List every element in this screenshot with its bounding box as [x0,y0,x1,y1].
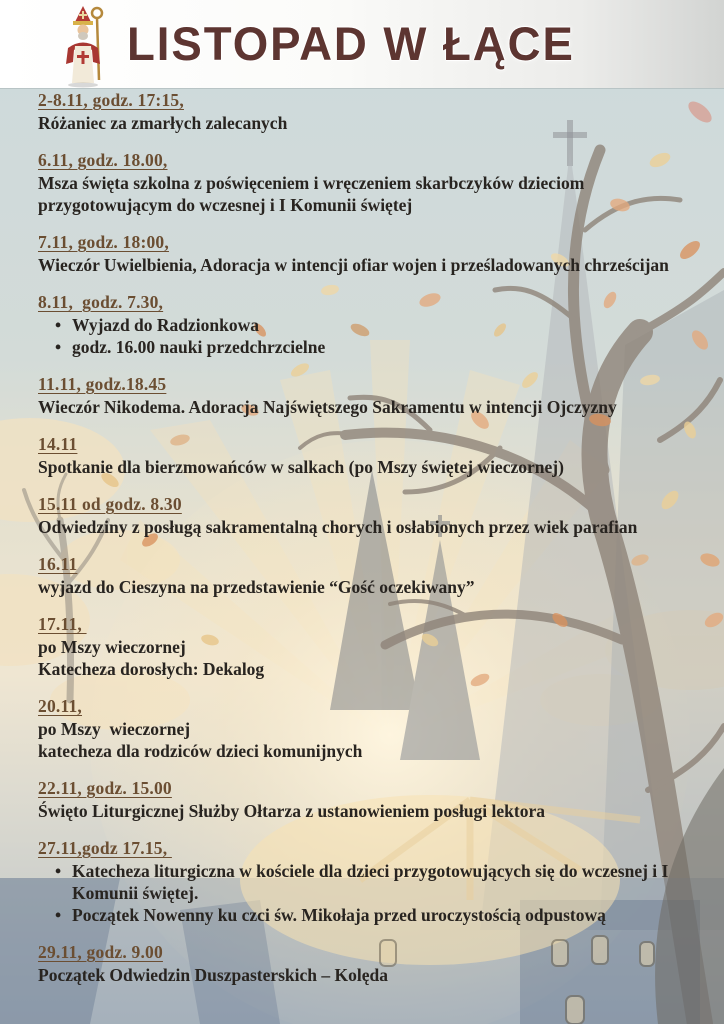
event-item [38,493,680,538]
event-item [38,89,680,134]
event-date: 16.11 [38,554,78,574]
event-date: 27.11,godz 17.15, [38,838,172,858]
event-item [38,149,680,216]
event-body [38,964,680,986]
event-date: 2-8.11, godz. 17:15, [38,90,184,110]
event-date: 17.11, [38,614,87,634]
event-text: Wieczór Uwielbienia, Adoracja w intencji ofiar wojen i prześladowanych chrześcijan [38,255,669,275]
event-bullets [38,860,680,926]
event-body [38,718,680,762]
event-text: po Mszy wieczornej [38,719,191,739]
event-text: wyjazd do Cieszyna na przedstawienie “Gość oczekiwany” [38,577,475,597]
event-bullets [38,314,680,358]
event-item [38,231,680,276]
page-title: LISTOPAD W ŁĄCE [127,17,575,70]
event-date: 11.11, godz.18.45 [38,374,167,394]
event-item [38,553,680,598]
event-body [38,860,680,926]
event-item [38,941,680,986]
event-item [38,837,680,926]
event-date: 20.11, [38,696,82,716]
event-text: Odwiedziny z posługą sakramentalną chorych i osłabionych przez wiek parafian [38,517,638,537]
event-body [38,314,680,358]
event-text: Msza święta szkolna z poświęceniem i wręczeniem skarbczyków dzieciom przygotowującym do wczesnej i I Komunii świętej [38,173,589,215]
saint-nicholas-icon [46,4,120,88]
event-body [38,456,680,478]
event-bullet: • Katecheza liturgiczna w kościele dla dzieci przygotowujących się do wczesnej i I Komunii świętej. [72,860,680,904]
event-list [38,89,680,1001]
event-text: katecheza dla rodziców dzieci komunijnych [38,741,363,761]
event-body [38,172,680,216]
event-item [38,777,680,822]
event-text: Różaniec za zmarłych zalecanych [38,113,288,133]
event-date: 29.11, godz. 9.00 [38,942,163,962]
event-date: 15.11 od godz. 8.30 [38,494,182,514]
event-body [38,516,680,538]
event-date: 14.11 [38,434,78,454]
event-body [38,576,680,598]
event-text: po Mszy wieczornej [38,637,186,657]
event-date: 6.11, godz. 18.00, [38,150,168,170]
event-text: Wieczór Nikodema. Adoracja Najświętszego Sakramentu w intencji Ojczyzny [38,397,617,417]
event-body [38,800,680,822]
event-item [38,373,680,418]
event-item [38,695,680,762]
header [0,0,724,88]
event-text: Katecheza dorosłych: Dekalog [38,659,265,679]
event-text: Spotkanie dla bierzmowańców w salkach (po Mszy świętej wieczornej) [38,457,564,477]
event-body [38,396,680,418]
event-date: 8.11, godz. 7.30, [38,292,164,312]
event-item [38,613,680,680]
event-body [38,636,680,680]
event-text: Początek Odwiedzin Duszpasterskich – Kolęda [38,965,388,985]
event-bullet: • godz. 16.00 nauki przedchrzcielne [72,336,680,358]
event-item [38,433,680,478]
event-item [38,291,680,358]
event-body [38,112,680,134]
event-bullet: • Wyjazd do Radzionkowa [72,314,680,336]
event-text: Święto Liturgicznej Służby Ołtarza z ustanowieniem posługi lektora [38,801,545,821]
event-bullet: • Początek Nowenny ku czci św. Mikołaja przed uroczystością odpustową [72,904,680,926]
event-body [38,254,680,276]
event-date: 22.11, godz. 15.00 [38,778,172,798]
event-date: 7.11, godz. 18:00, [38,232,169,252]
